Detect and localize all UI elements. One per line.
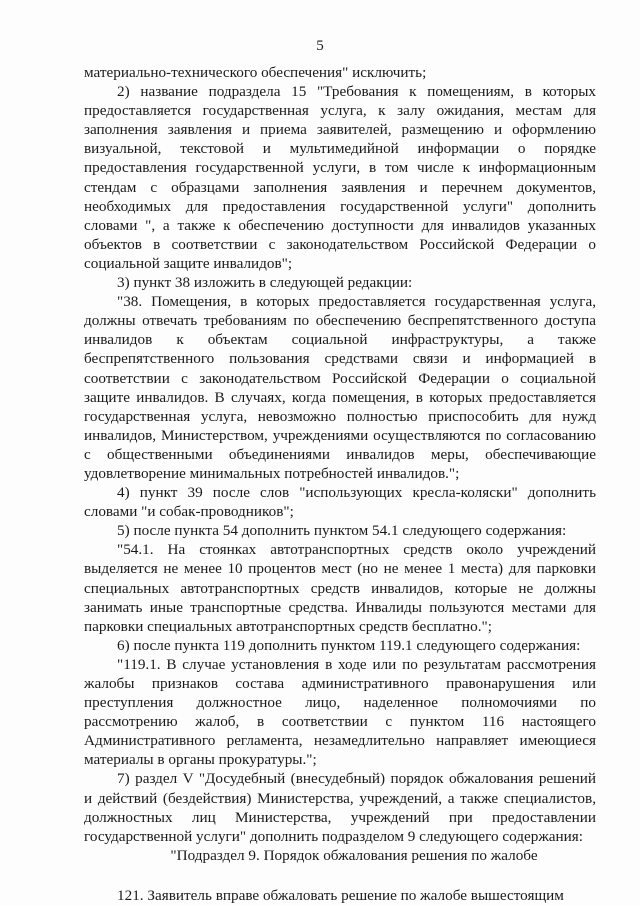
paragraph-item-6: 6) после пункта 119 дополнить пунктом 119.1 следующего содержания: bbox=[117, 636, 581, 654]
paragraph-item-3: 3) пункт 38 изложить в следующей редакции: bbox=[117, 274, 413, 292]
paragraph-item-4: 4) пункт 39 после слов "использующих кресла-коляски" дополнить словами "и собак-проводников"; bbox=[84, 484, 596, 521]
paragraph-clause-38: "38. Помещения, в которых предоставляется государственная услуга, должны отвечать требованиям по обеспечению беспрепятственного доступа инвалидов к объектам социальной инфраструктуры, а также беспрепятственного пользования средствами связи и информацией в соответствии с законодательством Российской Федерации о социальной защите инвалидов. В случаях, когда помещения, в которых предоставляется государственная услуга, невозможно полностью приспособить для нужд инвалидов, Министерством, учреждениями осуществляются по согласованию с общественными объединениями инвалидов меры, обеспечивающие удовлетворение минимальных потребностей инвалидов."; bbox=[84, 293, 596, 482]
paragraph-item-5: 5) после пункта 54 дополнить пунктом 54.1 следующего содержания: bbox=[117, 522, 567, 540]
paragraph-cont-item-exclusion: материально-технического обеспечения" исключить; bbox=[84, 64, 427, 81]
document-body bbox=[84, 63, 596, 905]
page-number: 5 bbox=[316, 38, 324, 54]
paragraph-item-2: 2) название подраздела 15 "Требования к помещениям, в которых предоставляется государственная услуга, к залу ожидания, местам для заполнения заявления и приема заявителей, размещению и оформлению визуальной, текстовой и мультимедийной информации о порядке предоставления государственной услуги, в том числе к информационным стендам с образцами заполнения заявления и перечнем документов, необходимых для предоставления государственной услуги" дополнить словами ", а также к обеспечению доступности для инвалидов указанных объектов в соответствии с законодательством Российской Федерации о социальной защите инвалидов"; bbox=[84, 83, 596, 272]
paragraph-clause-54-1: "54.1. На стоянках автотранспортных средств около учреждений выделяется не менее 10 процентов мест (но не менее 1 места) для парковки специальных автотранспортных средств инвалидов, которые не должны занимать иные транспортные средства. Инвалиды пользуются местами для парковки специальных автотранспортных средств бесплатно."; bbox=[84, 541, 596, 635]
paragraph-clause-121: 121. Заявитель вправе обжаловать решение по жалобе вышестоящим bbox=[117, 886, 564, 904]
paragraph-clause-119-1: "119.1. В случае установления в ходе или по результатам рассмотрения жалобы признаков состава административного правонарушения или преступления должностное лицо, наделенное полномочиями по рассмотрению жалоб, в соответствии с пунктом 116 настоящего Административного регламента, незамедлительно направляет имеющиеся материалы в органы прокуратуры."; bbox=[84, 655, 596, 769]
paragraph-item-7: 7) раздел V "Досудебный (внесудебный) порядок обжалования решений и действий (бездействия) Министерства, учреждений, а также специалистов, должностных лиц Министерства, учреждений при предоставлении государственной услуги" дополнить подразделом 9 следующего содержания: bbox=[84, 770, 596, 845]
subsection-heading: "Подраздел 9. Порядок обжалования решения по жалобе bbox=[170, 846, 538, 864]
